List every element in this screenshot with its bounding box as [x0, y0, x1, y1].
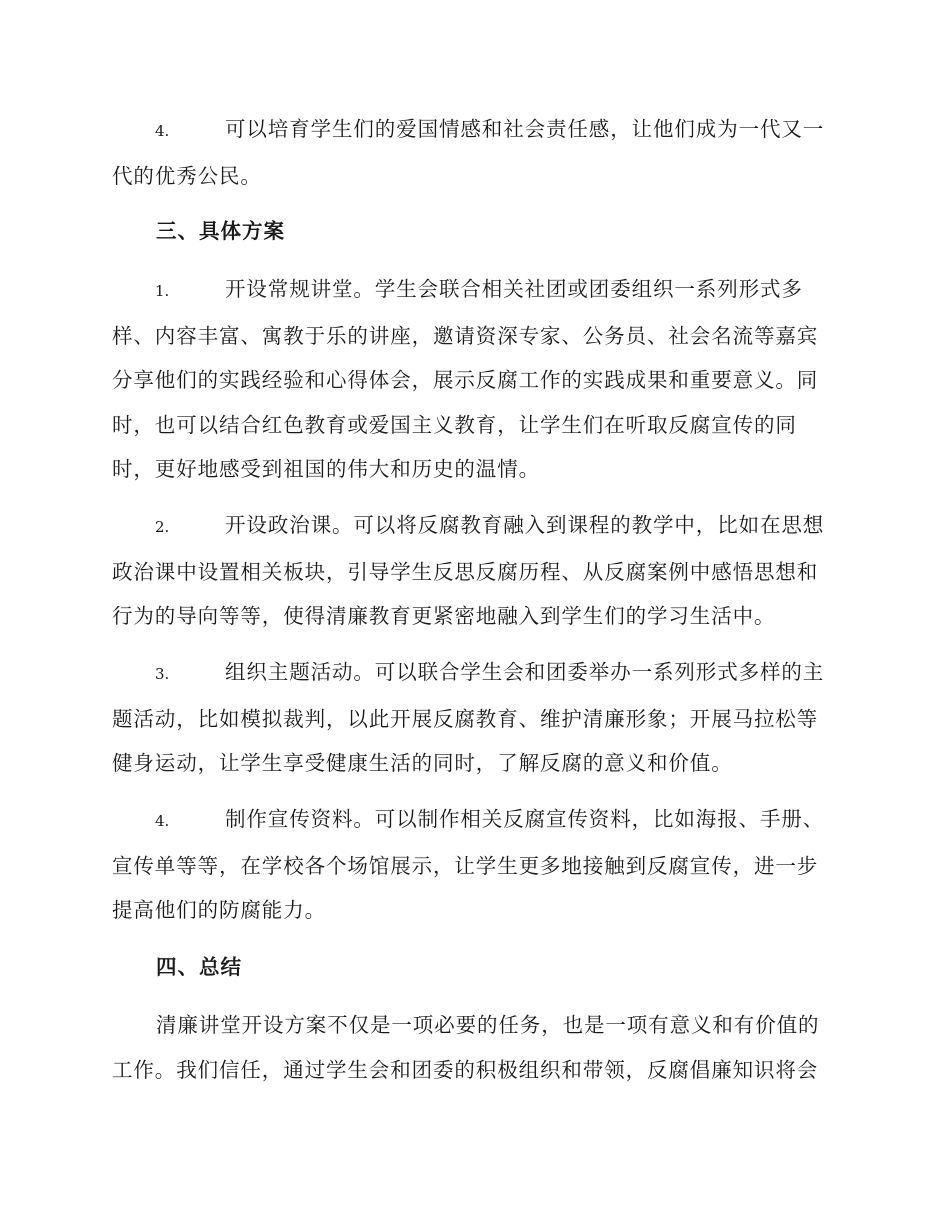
list-item-text: 制作宣传资料。可以制作相关反腐宣传资料，比如海报、手册、宣传单等等，在学校各个场馆展示，让学生更多地接触到反腐宣传，进一步提高他们的防腐能力。 — [112, 807, 825, 922]
list-item-plan-4 — [112, 797, 834, 933]
section-heading-plan: 三、具体方案 — [156, 219, 285, 243]
summary-paragraph: 清廉讲堂开设方案不仅是一项必要的任务，也是一项有意义和有价值的工作。我们信任，通过学生会和团委的积极组织和带领，反腐倡廉知识将会 — [112, 1013, 820, 1082]
list-item-intro-4 — [112, 107, 834, 198]
list-item-text: 组织主题活动。可以联合学生会和团委举办一系列形式多样的主题活动，比如模拟裁判，以此开展反腐教育、维护清廉形象；开展马拉松等健身运动，让学生享受健康生活的同时，了解反腐的意义和价值。 — [112, 660, 825, 775]
list-item-plan-3 — [112, 650, 834, 786]
list-number: 4. — [155, 812, 170, 830]
list-item-text: 可以培育学生们的爱国情感和社会责任感，让他们成为一代又一代的优秀公民。 — [112, 117, 825, 188]
list-item-plan-2 — [112, 503, 834, 639]
list-number: 1. — [155, 282, 170, 300]
list-number: 4. — [155, 122, 170, 140]
list-item-plan-1 — [112, 267, 834, 492]
list-number: 3. — [155, 665, 170, 683]
list-item-text: 开设政治课。可以将反腐教育融入到课程的教学中，比如在思想政治课中设置相关板块，引导学生反思反腐历程、从反腐案例中感悟思想和行为的导向等等，使得清廉教育更紧密地融入到学生们的学习生活中。 — [112, 513, 825, 628]
section-heading-summary: 四、总结 — [156, 955, 242, 979]
list-item-text: 开设常规讲堂。学生会联合相关社团或团委组织一系列形式多样、内容丰富、寓教于乐的讲座，邀请资深专家、公务员、社会名流等嘉宾分享他们的实践经验和心得体会，展示反腐工作的实践成果和重要意义。同时，也可以结合红色教育或爱国主义教育，让学生们在听取反腐宣传的同时，更好地感受到祖国的伟大和历史的温情。 — [112, 277, 819, 481]
list-number: 2. — [155, 518, 170, 536]
